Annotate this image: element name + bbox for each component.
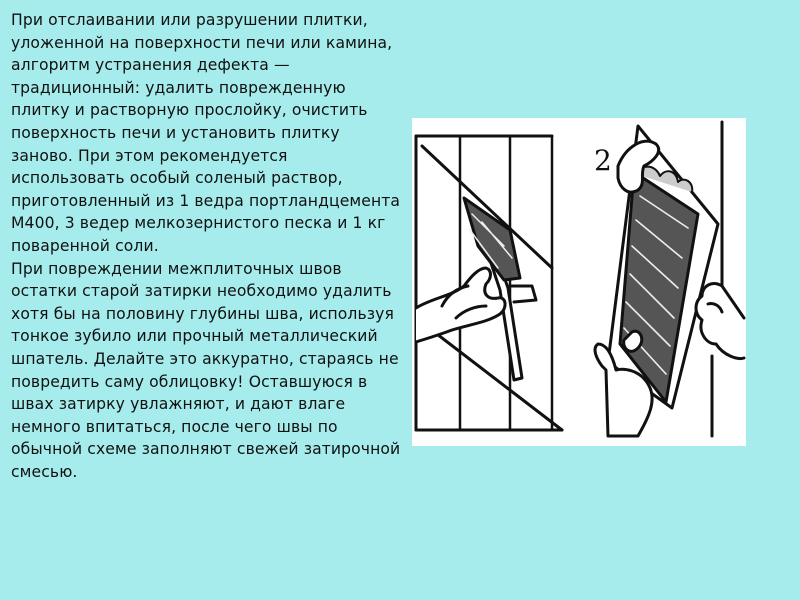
tile-repair-illustration <box>412 118 746 446</box>
figure-label: 2 <box>594 144 612 177</box>
body-text: При отслаивании или разрушении плитки, уложенной на поверхности печи или камина, алгоритм устранения дефекта — традиционный: удалить поврежденную плитку и растворную прослойку, очистить поверхность печи и установить плитку заново. При этом рекомендуется использовать особый соленый раствор, приготовленный из 1 ведра портландцемента М400, 3 ведер мелкозернистого песка и 1 кг поваренной соли. При повреждении межплиточных швов остатки старой затирки необходимо удалить хотя бы на половину глубины шва, используя тонкое зубило или прочный металлический шпатель. Делайте это аккуратно, стараясь не повредить саму облицовку! Оставшуюся в швах затирку увлажняют, и дают влаге немного впитаться, после чего швы по обычной схеме заполняют свежей затирочной смесью. <box>11 11 401 481</box>
panel-2 <box>595 122 744 436</box>
panel-1 <box>416 136 562 430</box>
illustration-svg <box>412 118 746 446</box>
